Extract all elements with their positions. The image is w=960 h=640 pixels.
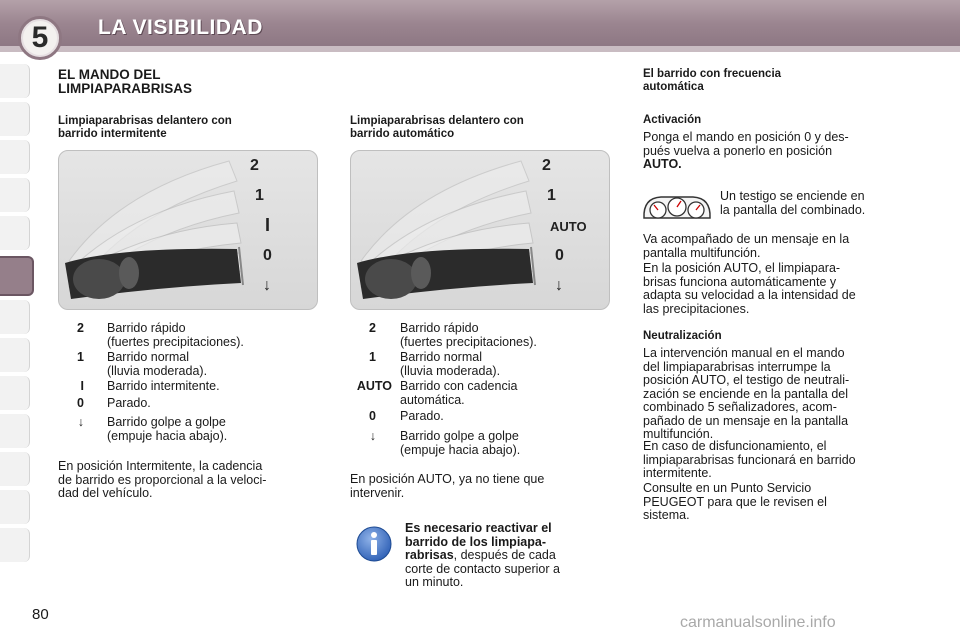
chapter-tab[interactable] — [0, 300, 30, 334]
chapter-tab[interactable] — [0, 140, 30, 174]
neutralization-text: La intervención manual en el mando del limpiaparabrisas interrumpe la posición AUTO, el testigo de neutrali- zación se enciende en la pantalla del combinado 5 señalizadores, acom- pañado de un mensaje en la pantalla multifunción. — [643, 346, 850, 441]
activation-p3: En la posición AUTO, el limpiapara- brisas funciona automáticamente y adapta su velocidad a la intensidad de las precipitaciones. — [643, 261, 856, 316]
arrow-down-icon: ↓ — [369, 429, 376, 443]
wiper-stalk-image-automatic — [350, 150, 610, 310]
stalk-label-down: ↓ — [263, 277, 271, 294]
page-number: 80 — [32, 606, 49, 623]
chapter-tab[interactable] — [0, 216, 30, 250]
stalk-label-down: ↓ — [555, 277, 563, 294]
instrument-cluster-icon — [641, 192, 713, 222]
middle-heading: Limpiaparabrisas delantero con barrido automático — [350, 115, 524, 140]
middle-paragraph: En posición AUTO, ya no tiene que intervenir. — [350, 472, 545, 500]
neutralization-title: Neutralización — [643, 330, 722, 342]
activation-title: Activación — [643, 114, 702, 126]
stalk-label-1: 1 — [547, 187, 556, 204]
chapter-tab[interactable] — [0, 178, 30, 212]
left-paragraph: En posición Intermitente, la cadencia de barrido es proporcional a la veloci- dad del vehículo. — [58, 459, 267, 500]
stalk-label-0: 0 — [555, 247, 564, 264]
stalk-label-0: 0 — [263, 247, 272, 264]
chapter-tab[interactable] — [0, 528, 30, 562]
chapter-tab[interactable] — [0, 414, 30, 448]
wiper-stalk-illustration — [59, 151, 318, 310]
chapter-tab-active[interactable] — [0, 256, 34, 296]
activation-text: Ponga el mando en posición 0 y des- pués vuelva a ponerlo en posición AUTO. — [643, 130, 849, 171]
chapter-tab[interactable] — [0, 452, 30, 486]
left-heading: Limpiaparabrisas delantero con barrido intermitente — [58, 115, 232, 140]
wiper-stalk-image-intermittent — [58, 150, 318, 310]
chapter-number-badge: 5 — [18, 16, 62, 60]
consult-text: Consulte en un Punto Servicio PEUGEOT para que le revisen el sistema. — [643, 481, 827, 522]
chapter-tab[interactable] — [0, 338, 30, 372]
failure-text: En caso de disfuncionamiento, el limpiaparabrisas funcionará en barrido intermitente. — [643, 439, 856, 480]
info-icon — [356, 524, 392, 564]
arrow-down-icon: ↓ — [77, 415, 84, 429]
stalk-label-auto: AUTO — [550, 219, 587, 234]
watermark: carmanualsonline.info — [680, 614, 836, 631]
chapter-tab[interactable] — [0, 490, 30, 524]
stalk-label-2: 2 — [250, 157, 259, 174]
stalk-label-1: 1 — [255, 187, 264, 204]
right-heading: El barrido con frecuencia automática — [643, 68, 782, 93]
chapter-tab[interactable] — [0, 64, 30, 98]
page-title: LA VISIBILIDAD — [98, 16, 263, 39]
section-title: EL MANDO DEL LIMPIAPARABRISAS — [58, 67, 193, 96]
info-note: Es necesario reactivar el barrido de los limpiapa- rabrisas, después de cada corte de contacto superior a un minuto. — [405, 521, 560, 589]
indicator-text: Un testigo se enciende en la pantalla del combinado. — [720, 189, 866, 217]
stalk-label-2: 2 — [542, 157, 551, 174]
chapter-tab[interactable] — [0, 102, 30, 136]
stalk-label-I: I — [265, 215, 271, 235]
chapter-tab[interactable] — [0, 376, 30, 410]
header-strip — [0, 46, 960, 52]
activation-p2: Va acompañado de un mensaje en la pantalla multifunción. — [643, 232, 850, 260]
